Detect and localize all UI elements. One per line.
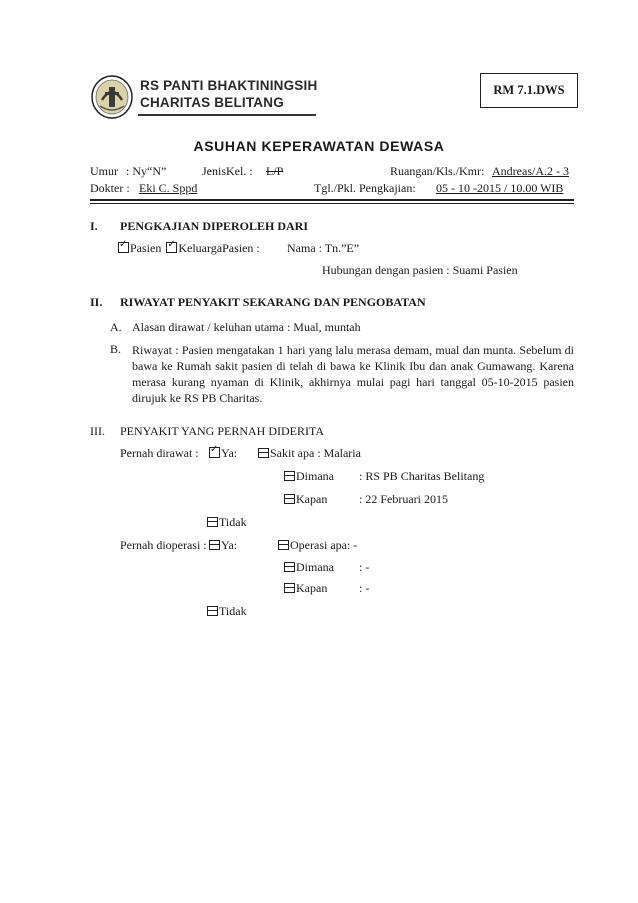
dirawat-ya-checkbox[interactable]	[209, 447, 220, 458]
operasi-apa-text: Operasi apa: -	[290, 538, 358, 552]
source-options	[118, 241, 260, 256]
keluarga-checkbox[interactable]	[166, 242, 177, 253]
dokter-label: Dokter :	[90, 181, 130, 195]
dirawat-ya-label: Ya:	[221, 446, 238, 460]
operasi-apa-option	[278, 538, 357, 553]
umur-value: : Ny“N”	[126, 164, 167, 178]
pernah-dioperasi-label: Pernah dioperasi :	[120, 538, 207, 552]
keluarga-option-label: KeluargaPasien :	[178, 241, 260, 255]
jenis-kelamin-label: JenisKel. :	[202, 164, 253, 178]
dirawat-tidak-checkbox[interactable]	[207, 517, 218, 527]
hospital-logo-icon	[90, 74, 134, 120]
kapan2-option	[284, 581, 327, 596]
section1-heading: PENGKAJIAN DIPEROLEH DARI	[120, 219, 309, 233]
sakit-apa-option	[258, 446, 361, 461]
dioperasi-tidak-label: Tidak	[219, 604, 247, 618]
dimana1-option	[284, 469, 334, 484]
section1-number: I.	[90, 219, 98, 233]
dioperasi-ya-checkbox[interactable]	[209, 540, 220, 550]
section3-number: III.	[90, 424, 105, 438]
header-divider-thin	[90, 203, 574, 204]
pasien-option-label: Pasien	[130, 241, 162, 255]
dimana2-checkbox[interactable]	[284, 562, 295, 572]
hospital-underline	[138, 114, 316, 116]
form-code-box: RM 7.1.DWS	[480, 73, 578, 108]
kapan2-checkbox[interactable]	[284, 583, 295, 593]
umur-label: Umur	[90, 164, 118, 178]
hospital-logo-block	[88, 74, 328, 124]
item-b-label: B.	[110, 342, 122, 356]
header-divider-thick	[90, 199, 574, 201]
nama-field: Nama : Tn.”E”	[287, 241, 360, 255]
dimana2-value: : -	[359, 560, 370, 574]
kapan1-checkbox[interactable]	[284, 494, 295, 504]
hospital-name-line2: CHARITAS BELITANG	[140, 95, 284, 110]
tgl-pengkajian-label: Tgl./Pkl. Pengkajian:	[314, 181, 416, 195]
dioperasi-tidak-option	[207, 604, 247, 619]
dokter-value: Eki C. Sppd	[139, 181, 198, 195]
section2-heading: RIWAYAT PENYAKIT SEKARANG DAN PENGOBATAN	[120, 295, 426, 309]
dioperasi-ya-option	[209, 538, 237, 553]
dimana2-label: Dimana	[296, 560, 334, 574]
kapan2-value: : -	[359, 581, 370, 595]
kapan1-option	[284, 492, 327, 507]
ruangan-value: Andreas/A.2 - 3	[492, 164, 569, 178]
dioperasi-tidak-checkbox[interactable]	[207, 606, 218, 616]
section3-heading: PENYAKIT YANG PERNAH DIDERITA	[120, 424, 325, 438]
section2-number: II.	[90, 295, 103, 309]
kapan2-label: Kapan	[296, 581, 328, 595]
hospital-name-line1: RS PANTI BHAKTININGSIH	[140, 78, 318, 93]
dirawat-tidak-label: Tidak	[219, 515, 247, 529]
dimana1-label: Dimana	[296, 469, 334, 483]
jenis-kelamin-value	[266, 164, 283, 179]
dirawat-tidak-option	[207, 515, 247, 530]
dioperasi-ya-label: Ya:	[221, 538, 238, 552]
hubungan-field: Hubungan dengan pasien : Suami Pasien	[322, 263, 518, 277]
ruangan-label: Ruangan/Kls./Kmr:	[390, 164, 485, 178]
alasan-dirawat-text: Alasan dirawat / keluhan utama : Mual, muntah	[132, 320, 361, 334]
pernah-dirawat-label: Pernah dirawat :	[120, 446, 199, 460]
tgl-pengkajian-value: 05 - 10 -2015 / 10.00 WIB	[436, 181, 564, 195]
pasien-checkbox[interactable]	[118, 242, 129, 253]
dimana1-value: : RS PB Charitas Belitang	[359, 469, 485, 483]
riwayat-paragraph: Riwayat : Pasien mengatakan 1 hari yang lalu merasa demam, mual dan munta. Sebelum di bawa ke Rumah sakit pasien di telah di bawa ke Klinik Ibu dan anak Gumawang. Karena merasa kurang nyaman di Klinik, akhirnya mulai pagi hari tanggal 05-10-2015 pasien dirujuk ke RS PB Charitas.	[132, 343, 574, 405]
dirawat-ya-option	[209, 446, 237, 461]
sakit-apa-text: Sakit apa : Malaria	[270, 446, 361, 460]
jenis-kelamin-text: L/P	[266, 164, 284, 178]
page-title: ASUHAN KEPERAWATAN DEWASA	[193, 138, 445, 154]
sakit-apa-checkbox[interactable]	[258, 448, 269, 458]
kapan1-value: : 22 Februari 2015	[359, 492, 448, 506]
dimana2-option	[284, 560, 334, 575]
item-a-label: A.	[110, 320, 122, 334]
kapan1-label: Kapan	[296, 492, 328, 506]
dimana1-checkbox[interactable]	[284, 471, 295, 481]
operasi-apa-checkbox[interactable]	[278, 540, 289, 550]
